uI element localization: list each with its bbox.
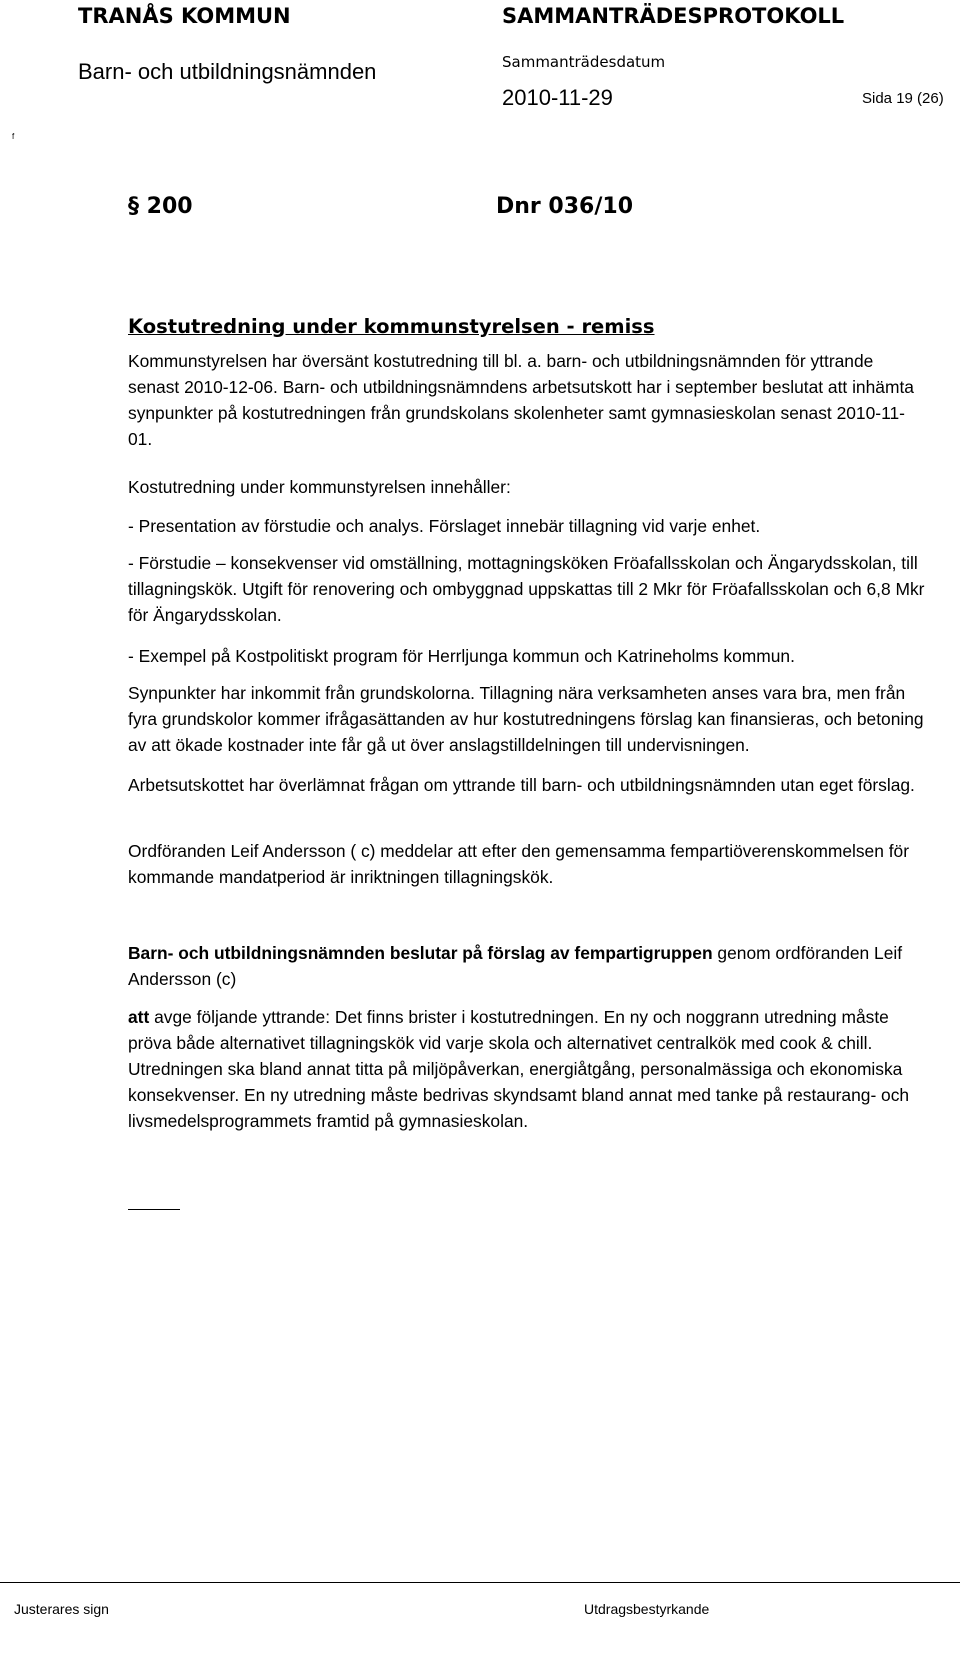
- paragraph-contents-intro: Kostutredning under kommunstyrelsen innehåller:: [128, 477, 511, 497]
- decision-text: genom ordföranden Leif Andersson (c): [128, 943, 903, 989]
- paragraph-presentation: - Presentation av förstudie och analys. Förslaget innebär tillagning vid varje enhet.: [128, 516, 761, 536]
- decision-paragraph: [128, 940, 928, 992]
- paragraph-sign: §: [128, 194, 139, 219]
- section-number: 200: [146, 194, 193, 219]
- protocol-title: SAMMANTRÄDESPROTOKOLL: [502, 4, 845, 28]
- diary-number: Dnr 036/10: [496, 194, 634, 219]
- paragraph-referral: Kommunstyrelsen har översänt kostutredning till bl. a. barn- och utbildningsnämnden för yttrande senast 2010-12-06. Barn- och utbildningsnämndens arbetsutskott har i september beslutat att inhämta synpunkter på kostutredningen från grundskolans skolenheter samt gymnasieskolan senast 2010-11-01.: [128, 351, 914, 449]
- decision-bold-text: Barn- och utbildningsnämnden beslutar på förslag av fempartigruppen: [128, 943, 713, 963]
- meeting-date: 2010-11-29: [502, 85, 613, 110]
- separator-line: [128, 1209, 180, 1210]
- decision-statement: [128, 1004, 928, 1134]
- meeting-date-label: Sammanträdesdatum: [502, 53, 666, 71]
- paragraph-comments: Synpunkter har inkommit från grundskolorna. Tillagning nära verksamheten anses vara bra, men från fyra grundskolor kommer ifrågasättanden av hur kostutredningens förslag kan finansieras, och betoning av att ökade kostnader inte får gå ut över anslagstilldelningen till undervisningen.: [128, 683, 924, 755]
- page-number: Sida 19 (26): [862, 90, 944, 107]
- footer-certification: Utdragsbestyrkande: [584, 1601, 710, 1617]
- footer-rule: [0, 1582, 960, 1583]
- stray-mark: f: [12, 132, 15, 141]
- paragraph-example: - Exempel på Kostpolitiskt program för Herrljunga kommun och Katrineholms kommun.: [128, 646, 795, 666]
- board-name: Barn- och utbildningsnämnden: [78, 59, 377, 84]
- paragraph-chairman: Ordföranden Leif Andersson ( c) meddelar att efter den gemensamma fempartiöverenskommelsen för kommande mandatperiod är inriktningen tillagningskök.: [128, 841, 910, 887]
- paragraph-working-committee: Arbetsutskottet har överlämnat frågan om yttrande till barn- och utbildningsnämnden utan eget förslag.: [128, 775, 915, 795]
- statement-text: avge följande yttrande: Det finns brister i kostutredningen. En ny och noggrann utredning måste pröva både alternativet tillagningskök vid varje skola och alternativet centralkök med cook & chill. Utredningen ska bland annat titta på miljöpåverkan, energiåtgång, personalmässiga och ekonomiska konsekvenser. En ny utredning måste bedrivas skyndsamt bland annat med tanke på restaurang- och livsmedelsprogrammets framtid på gymnasieskolan.: [128, 1007, 910, 1131]
- footer-adjuster-sign: Justerares sign: [14, 1601, 109, 1617]
- att-word: att: [128, 1007, 150, 1027]
- paragraph-prestudy: - Förstudie – konsekvenser vid omställning, mottagningsköken Fröafallsskolan och Ängarydsskolan, till tillagningskök. Utgift för renovering och ombyggnad uppskattas till 2 Mkr för Fröafallsskolan och 6,8 Mkr för Ängarydsskolan.: [128, 553, 925, 625]
- matter-title: Kostutredning under kommunstyrelsen - remiss: [128, 315, 655, 338]
- municipality-name: TRANÅS KOMMUN: [78, 4, 291, 28]
- section-heading: [128, 194, 193, 219]
